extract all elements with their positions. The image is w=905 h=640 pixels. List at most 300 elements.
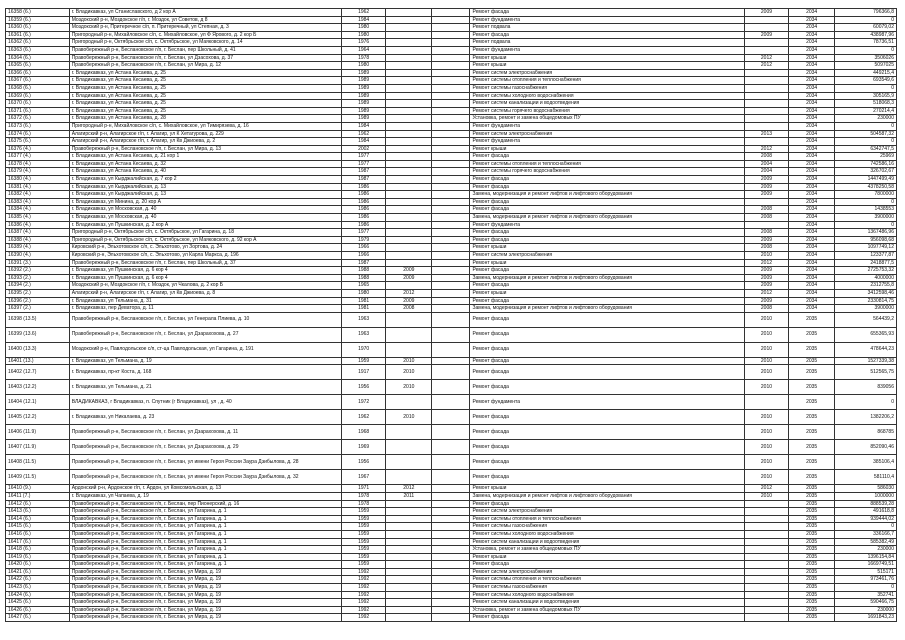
start-year-cell [744, 530, 788, 538]
row-id: 16388 (4.) [6, 236, 70, 244]
blank-cell [432, 138, 470, 146]
end-year-cell: 2034 [789, 221, 835, 229]
table-row [6, 538, 897, 546]
last-repair-year-cell [386, 342, 432, 357]
address-cell: Правобережный р-н, Беслановское г/п, г. Беслан, ул Дзарахохова, д. 27 [69, 327, 341, 342]
cost-cell: 888539,28 [835, 500, 897, 508]
last-repair-year-cell [386, 191, 432, 199]
start-year-cell: 2010 [744, 365, 788, 380]
row-id: 16360 (6.) [6, 24, 70, 32]
start-year-cell: 2010 [744, 357, 788, 365]
blank-cell [432, 523, 470, 531]
year-built-cell: 1971 [342, 485, 386, 493]
cost-cell: 478644,23 [835, 342, 897, 357]
address-cell: Правобережный р-н, Беслановское г/п, г. Беслан, ул Гагарина, д. 1 [69, 538, 341, 546]
work-type-cell: Ремонт крыши [470, 553, 744, 561]
start-year-cell: 2010 [744, 312, 788, 327]
work-type-cell: Ремонт системы отопления и теплоснабжения [470, 576, 744, 584]
end-year-cell: 2034 [789, 122, 835, 130]
address-cell: Правобережный р-н, Беслановское г/п, г. Беслан, ул Дзарахохова, д. 11 [69, 425, 341, 440]
table-row [6, 183, 897, 191]
start-year-cell: 2004 [744, 160, 788, 168]
address-cell: г. Владикавказ, ул Тельмана, д. 21 [69, 380, 341, 395]
row-id: 16408 (11.5) [6, 455, 70, 470]
table-row [6, 198, 897, 206]
start-year-cell: 2008 [744, 229, 788, 237]
work-type-cell: Ремонт фасада [470, 327, 744, 342]
cost-cell: 973461,76 [835, 576, 897, 584]
cost-cell: 655365,93 [835, 327, 897, 342]
year-built-cell: 1984 [342, 138, 386, 146]
table-row [6, 206, 897, 214]
address-cell: Пригородный р-н, Михайловское с/п, с. Михайловское, ул Тимирязева, д. 16 [69, 122, 341, 130]
address-cell: Правобережный р-н, Беслановское г/п, г. Беслан, ул Мира, д. 19 [69, 606, 341, 614]
cost-cell: 230000 [835, 115, 897, 123]
last-repair-year-cell [386, 145, 432, 153]
cost-cell: 25969 [835, 153, 897, 161]
address-cell: г. Владикавказ, ул Астана Кесаева, д. 25 [69, 100, 341, 108]
cost-cell: 491618,8 [835, 508, 897, 516]
row-id: 16368 (6.) [6, 84, 70, 92]
address-cell: Пригородный р-н, Михайловское с/п, с. Михайловское, ул Ф Ярового, д. 2 кор Б [69, 31, 341, 39]
end-year-cell: 2035 [789, 606, 835, 614]
last-repair-year-cell [386, 538, 432, 546]
row-id: 16370 (6.) [6, 100, 70, 108]
last-repair-year-cell [386, 440, 432, 455]
row-id: 16382 (4.) [6, 191, 70, 199]
address-cell: Пригородный р-н, Октябрьское с/п, с. Октябрьское, ул Маяковского, д. 14 [69, 39, 341, 47]
table-body [6, 9, 897, 622]
table-row [6, 214, 897, 222]
row-id: 16371 (6.) [6, 107, 70, 115]
cost-cell: 518068,3 [835, 100, 897, 108]
year-built-cell: 1917 [342, 365, 386, 380]
end-year-cell: 2034 [789, 289, 835, 297]
last-repair-year-cell [386, 168, 432, 176]
end-year-cell: 2035 [789, 515, 835, 523]
last-repair-year-cell [386, 614, 432, 622]
year-built-cell: 1992 [342, 576, 386, 584]
start-year-cell: 2010 [744, 440, 788, 455]
cost-cell: 123377,87 [835, 252, 897, 260]
work-type-cell: Ремонт системы отопления и теплоснабжения [470, 515, 744, 523]
table-row [6, 395, 897, 410]
end-year-cell: 2035 [789, 425, 835, 440]
start-year-cell: 2009 [744, 267, 788, 275]
table-row [6, 176, 897, 184]
work-type-cell: Ремонт фасада [470, 470, 744, 485]
last-repair-year-cell [386, 455, 432, 470]
end-year-cell: 2034 [789, 39, 835, 47]
row-id: 16363 (6.) [6, 46, 70, 54]
start-year-cell: 2012 [744, 289, 788, 297]
year-built-cell: 1966 [342, 252, 386, 260]
end-year-cell: 2034 [789, 100, 835, 108]
year-built-cell: 1992 [342, 599, 386, 607]
cost-cell: 693549,6 [835, 77, 897, 85]
work-type-cell: Ремонт фасада [470, 236, 744, 244]
end-year-cell: 2034 [789, 252, 835, 260]
table-row [6, 62, 897, 70]
end-year-cell: 2034 [789, 115, 835, 123]
address-cell: Правобережный р-н, Беслановское г/п, г. Беслан, ул Мира, д. 19 [69, 614, 341, 622]
row-id: 16414 (6.) [6, 515, 70, 523]
year-built-cell: 1989 [342, 84, 386, 92]
work-type-cell: Замена, модернизация и ремонт лифтов и лифтового оборудования [470, 274, 744, 282]
last-repair-year-cell [386, 69, 432, 77]
work-type-cell: Ремонт систем электроснабжения [470, 568, 744, 576]
start-year-cell: 2009 [744, 9, 788, 17]
work-type-cell: Ремонт системы газоснабжения [470, 84, 744, 92]
blank-cell [432, 327, 470, 342]
cost-cell: 230000 [835, 546, 897, 554]
last-repair-year-cell [386, 183, 432, 191]
address-cell: г. Владикавказ, пер Деватора, д. 11 [69, 305, 341, 313]
address-cell: Правобережный р-н, Беслановское г/п, г. Беслан, ул Мира, д. 19 [69, 576, 341, 584]
blank-cell [432, 153, 470, 161]
year-built-cell: 1956 [342, 380, 386, 395]
row-id: 16407 (11.9) [6, 440, 70, 455]
table-row [6, 485, 897, 493]
work-type-cell: Ремонт фасада [470, 229, 744, 237]
year-built-cell: 1992 [342, 614, 386, 622]
address-cell: Правобережный р-н, Беслановское г/п, г. Беслан, ул Мира, д. 13 [69, 145, 341, 153]
blank-cell [432, 122, 470, 130]
start-year-cell [744, 221, 788, 229]
cost-cell: 0 [835, 523, 897, 531]
end-year-cell: 2034 [789, 183, 835, 191]
end-year-cell: 2035 [789, 523, 835, 531]
cost-cell: 352741 [835, 591, 897, 599]
work-type-cell: Установка, ремонт и замена общедомовых ПУ [470, 546, 744, 554]
table-row [6, 614, 897, 622]
blank-cell [432, 500, 470, 508]
work-type-cell: Ремонт фасада [470, 282, 744, 290]
table-row [6, 553, 897, 561]
row-id: 16361 (6.) [6, 31, 70, 39]
table-row [6, 530, 897, 538]
end-year-cell: 2035 [789, 508, 835, 516]
work-type-cell: Ремонт фасада [470, 31, 744, 39]
table-row [6, 274, 897, 282]
start-year-cell [744, 39, 788, 47]
year-built-cell: 1979 [342, 236, 386, 244]
blank-cell [432, 160, 470, 168]
start-year-cell [744, 515, 788, 523]
address-cell: г. Владикавказ, ул Никалаева, д. 23 [69, 410, 341, 425]
blank-cell [432, 130, 470, 138]
start-year-cell [744, 568, 788, 576]
cost-cell: 2330814,75 [835, 297, 897, 305]
table-row [6, 92, 897, 100]
start-year-cell [744, 546, 788, 554]
address-cell: Правобережный р-н, Беслановское г/п, г. Беслан, ул Мира, д. 19 [69, 584, 341, 592]
year-built-cell: 1989 [342, 69, 386, 77]
last-repair-year-cell [386, 252, 432, 260]
blank-cell [432, 259, 470, 267]
work-type-cell: Ремонт фундамента [470, 122, 744, 130]
start-year-cell [744, 100, 788, 108]
table-row [6, 546, 897, 554]
start-year-cell: 2008 [744, 305, 788, 313]
cost-cell: 438987,96 [835, 31, 897, 39]
blank-cell [432, 485, 470, 493]
cost-cell: 1367486,96 [835, 229, 897, 237]
cost-cell: 305165,9 [835, 92, 897, 100]
start-year-cell: 2008 [744, 153, 788, 161]
table-row [6, 138, 897, 146]
year-built-cell: 1977 [342, 160, 386, 168]
start-year-cell: 2009 [744, 31, 788, 39]
blank-cell [432, 591, 470, 599]
table-row [6, 523, 897, 531]
address-cell: г. Владикавказ, ул Астана Кесаева, д. 25 [69, 77, 341, 85]
table-row [6, 46, 897, 54]
year-built-cell: 1981 [342, 305, 386, 313]
start-year-cell [744, 107, 788, 115]
cost-cell: 326702,67 [835, 168, 897, 176]
start-year-cell [744, 77, 788, 85]
end-year-cell: 2035 [789, 500, 835, 508]
cost-cell: 796366,8 [835, 9, 897, 17]
year-built-cell: 1986 [342, 198, 386, 206]
year-built-cell: 1992 [342, 568, 386, 576]
cost-cell: 939444,02 [835, 515, 897, 523]
row-id: 16396 (2.) [6, 297, 70, 305]
work-type-cell: Ремонт фасада [470, 183, 744, 191]
end-year-cell: 2035 [789, 584, 835, 592]
blank-cell [432, 84, 470, 92]
work-type-cell: Ремонт крыши [470, 54, 744, 62]
table-row [6, 145, 897, 153]
row-id: 16423 (6.) [6, 584, 70, 592]
row-id: 16391 (3.) [6, 259, 70, 267]
start-year-cell [744, 16, 788, 24]
start-year-cell [744, 84, 788, 92]
end-year-cell: 2035 [789, 492, 835, 500]
address-cell: Правобережный р-н, Беслановское г/п, г. Беслан, ул Генерала Плиева, д. 10 [69, 312, 341, 327]
address-cell: Правобережный р-н, Беслановское г/п, г. Беслан, ул Гагарина, д. 1 [69, 546, 341, 554]
start-year-cell: 2010 [744, 252, 788, 260]
blank-cell [432, 267, 470, 275]
last-repair-year-cell [386, 62, 432, 70]
cost-cell: 3412598,46 [835, 289, 897, 297]
blank-cell [432, 244, 470, 252]
blank-cell [432, 508, 470, 516]
table-row [6, 122, 897, 130]
table-row [6, 576, 897, 584]
blank-cell [432, 530, 470, 538]
work-type-cell: Ремонт крыши [470, 62, 744, 70]
start-year-cell: 2009 [744, 236, 788, 244]
row-id: 16367 (6.) [6, 77, 70, 85]
end-year-cell: 2035 [789, 440, 835, 455]
year-built-cell: 1956 [342, 455, 386, 470]
table-row [6, 425, 897, 440]
address-cell: г. Владикавказ, ул Кырджалийская, д. 13 [69, 183, 341, 191]
last-repair-year-cell [386, 523, 432, 531]
cost-cell: 3900000 [835, 214, 897, 222]
work-type-cell: Ремонт фасада [470, 365, 744, 380]
end-year-cell: 2034 [789, 31, 835, 39]
work-type-cell: Ремонт фундамента [470, 16, 744, 24]
work-type-cell: Замена, модернизация и ремонт лифтов и лифтового оборудования [470, 214, 744, 222]
row-id: 16369 (6.) [6, 92, 70, 100]
start-year-cell: 2010 [744, 342, 788, 357]
work-type-cell: Ремонт систем канализации и водоотведения [470, 599, 744, 607]
year-built-cell: 1980 [342, 31, 386, 39]
last-repair-year-cell [386, 100, 432, 108]
year-built-cell: 1984 [342, 122, 386, 130]
table-row [6, 508, 897, 516]
row-id: 16400 (13.3) [6, 342, 70, 357]
address-cell: Алагирский р-н, Алагирское г/п, г. Алагир, ул Кв Джиоева, д. 8 [69, 289, 341, 297]
table-row [6, 16, 897, 24]
year-built-cell: 1959 [342, 546, 386, 554]
address-cell: Правобережный р-н, Беслановское г/п, г. Беслан, пер Пионерский, д. 16 [69, 500, 341, 508]
year-built-cell: 1967 [342, 470, 386, 485]
last-repair-year-cell [386, 84, 432, 92]
table-row [6, 606, 897, 614]
address-cell: г. Владикавказ, ул Астана Кесаева, д. 25 [69, 84, 341, 92]
table-row [6, 77, 897, 85]
table-row [6, 591, 897, 599]
year-built-cell: 1987 [342, 259, 386, 267]
last-repair-year-cell [386, 130, 432, 138]
work-type-cell: Ремонт фасада [470, 312, 744, 327]
work-type-cell: Ремонт фасада [470, 561, 744, 569]
last-repair-year-cell [386, 530, 432, 538]
cost-cell: 0 [835, 122, 897, 130]
work-type-cell: Ремонт фасада [470, 176, 744, 184]
address-cell: Ардонский р-н, Ардонское г/п, г. Ардон, ул Комсомольская, д. 13 [69, 485, 341, 493]
blank-cell [432, 176, 470, 184]
start-year-cell [744, 561, 788, 569]
work-type-cell: Ремонт фасада [470, 455, 744, 470]
row-id: 16415 (6.) [6, 523, 70, 531]
start-year-cell [744, 508, 788, 516]
blank-cell [432, 77, 470, 85]
end-year-cell: 2035 [789, 576, 835, 584]
table-row [6, 492, 897, 500]
address-cell: Правобережный р-н, Беслановское г/п, г. Беслан, ул Дзасохова, д. 37 [69, 54, 341, 62]
end-year-cell: 2035 [789, 591, 835, 599]
blank-cell [432, 297, 470, 305]
cost-cell: 586030 [835, 485, 897, 493]
table-row [6, 229, 897, 237]
work-type-cell: Ремонт фасада [470, 297, 744, 305]
cost-cell: 868785 [835, 425, 897, 440]
work-type-cell: Ремонт системы горячего водоснабжения [470, 168, 744, 176]
row-id: 16405 (12.2) [6, 410, 70, 425]
row-id: 16365 (6.) [6, 62, 70, 70]
table-row [6, 568, 897, 576]
blank-cell [432, 440, 470, 455]
address-cell: г. Владикавказ, ул Астана Кесаева, д. 25 [69, 69, 341, 77]
start-year-cell [744, 538, 788, 546]
year-built-cell: 1959 [342, 553, 386, 561]
end-year-cell: 2035 [789, 485, 835, 493]
blank-cell [432, 46, 470, 54]
end-year-cell: 2034 [789, 130, 835, 138]
cost-cell: 1438553 [835, 206, 897, 214]
blank-cell [432, 92, 470, 100]
row-id: 16411 (7.) [6, 492, 70, 500]
end-year-cell: 2034 [789, 244, 835, 252]
row-id: 16417 (6.) [6, 538, 70, 546]
last-repair-year-cell: 2011 [386, 492, 432, 500]
address-cell: Правобережный р-н, Беслановское г/п, г. Беслан, ул Гагарина, д. 1 [69, 523, 341, 531]
year-built-cell: 1970 [342, 342, 386, 357]
row-id: 16425 (6.) [6, 599, 70, 607]
year-built-cell: 1978 [342, 54, 386, 62]
last-repair-year-cell [386, 221, 432, 229]
start-year-cell: 2009 [744, 183, 788, 191]
address-cell: Правобережный р-н, Беслановское г/п, г. Беслан, пер Школьный, д. 41 [69, 46, 341, 54]
table-row [6, 455, 897, 470]
last-repair-year-cell [386, 92, 432, 100]
work-type-cell: Ремонт системы отопления и теплоснабжения [470, 160, 744, 168]
work-type-cell: Ремонт фасада [470, 614, 744, 622]
blank-cell [432, 515, 470, 523]
end-year-cell: 2034 [789, 305, 835, 313]
last-repair-year-cell [386, 470, 432, 485]
start-year-cell [744, 46, 788, 54]
last-repair-year-cell [386, 198, 432, 206]
cost-cell: 1669749,51 [835, 561, 897, 569]
table-row [6, 153, 897, 161]
address-cell: Правобережный р-н, Беслановское г/п, г. Беслан, ул имени Героя России Заура Дзибылова, д. 32 [69, 470, 341, 485]
last-repair-year-cell: 2008 [386, 305, 432, 313]
table-row [6, 84, 897, 92]
start-year-cell: 2013 [744, 130, 788, 138]
blank-cell [432, 145, 470, 153]
cost-cell: 4378250,58 [835, 183, 897, 191]
year-built-cell: 1959 [342, 508, 386, 516]
cost-cell: 0 [835, 138, 897, 146]
address-cell: Пригородный р-н, Октябрьское с/п, с. Октябрьское, ул Маяковского, д. 92 кор А [69, 236, 341, 244]
last-repair-year-cell [386, 16, 432, 24]
end-year-cell: 2035 [789, 530, 835, 538]
cost-cell: 956098,68 [835, 236, 897, 244]
last-repair-year-cell [386, 54, 432, 62]
last-repair-year-cell [386, 138, 432, 146]
address-cell: г. Владикавказ, ул Астана Кесаева, д. 25 [69, 92, 341, 100]
blank-cell [432, 69, 470, 77]
cost-cell: 564439,2 [835, 312, 897, 327]
cost-cell: 585382,49 [835, 538, 897, 546]
last-repair-year-cell [386, 160, 432, 168]
address-cell: г. Владикавказ, ул Пушкинская, д. 6 кор 4 [69, 267, 341, 275]
end-year-cell: 2034 [789, 214, 835, 222]
end-year-cell: 2034 [789, 168, 835, 176]
row-id: 16406 (11.9) [6, 425, 70, 440]
table-row [6, 160, 897, 168]
cost-cell: 2418877,5 [835, 259, 897, 267]
last-repair-year-cell [386, 9, 432, 17]
row-id: 16390 (4.) [6, 252, 70, 260]
cost-cell: 336166,7 [835, 530, 897, 538]
cost-cell: 742586,16 [835, 160, 897, 168]
blank-cell [432, 342, 470, 357]
table-row [6, 191, 897, 199]
address-cell: г. Владикавказ, ул Кырджалийская, д. 7 кор 2 [69, 176, 341, 184]
start-year-cell [744, 576, 788, 584]
start-year-cell [744, 500, 788, 508]
end-year-cell: 2035 [789, 568, 835, 576]
table-row [6, 236, 897, 244]
year-built-cell: 1986 [342, 221, 386, 229]
